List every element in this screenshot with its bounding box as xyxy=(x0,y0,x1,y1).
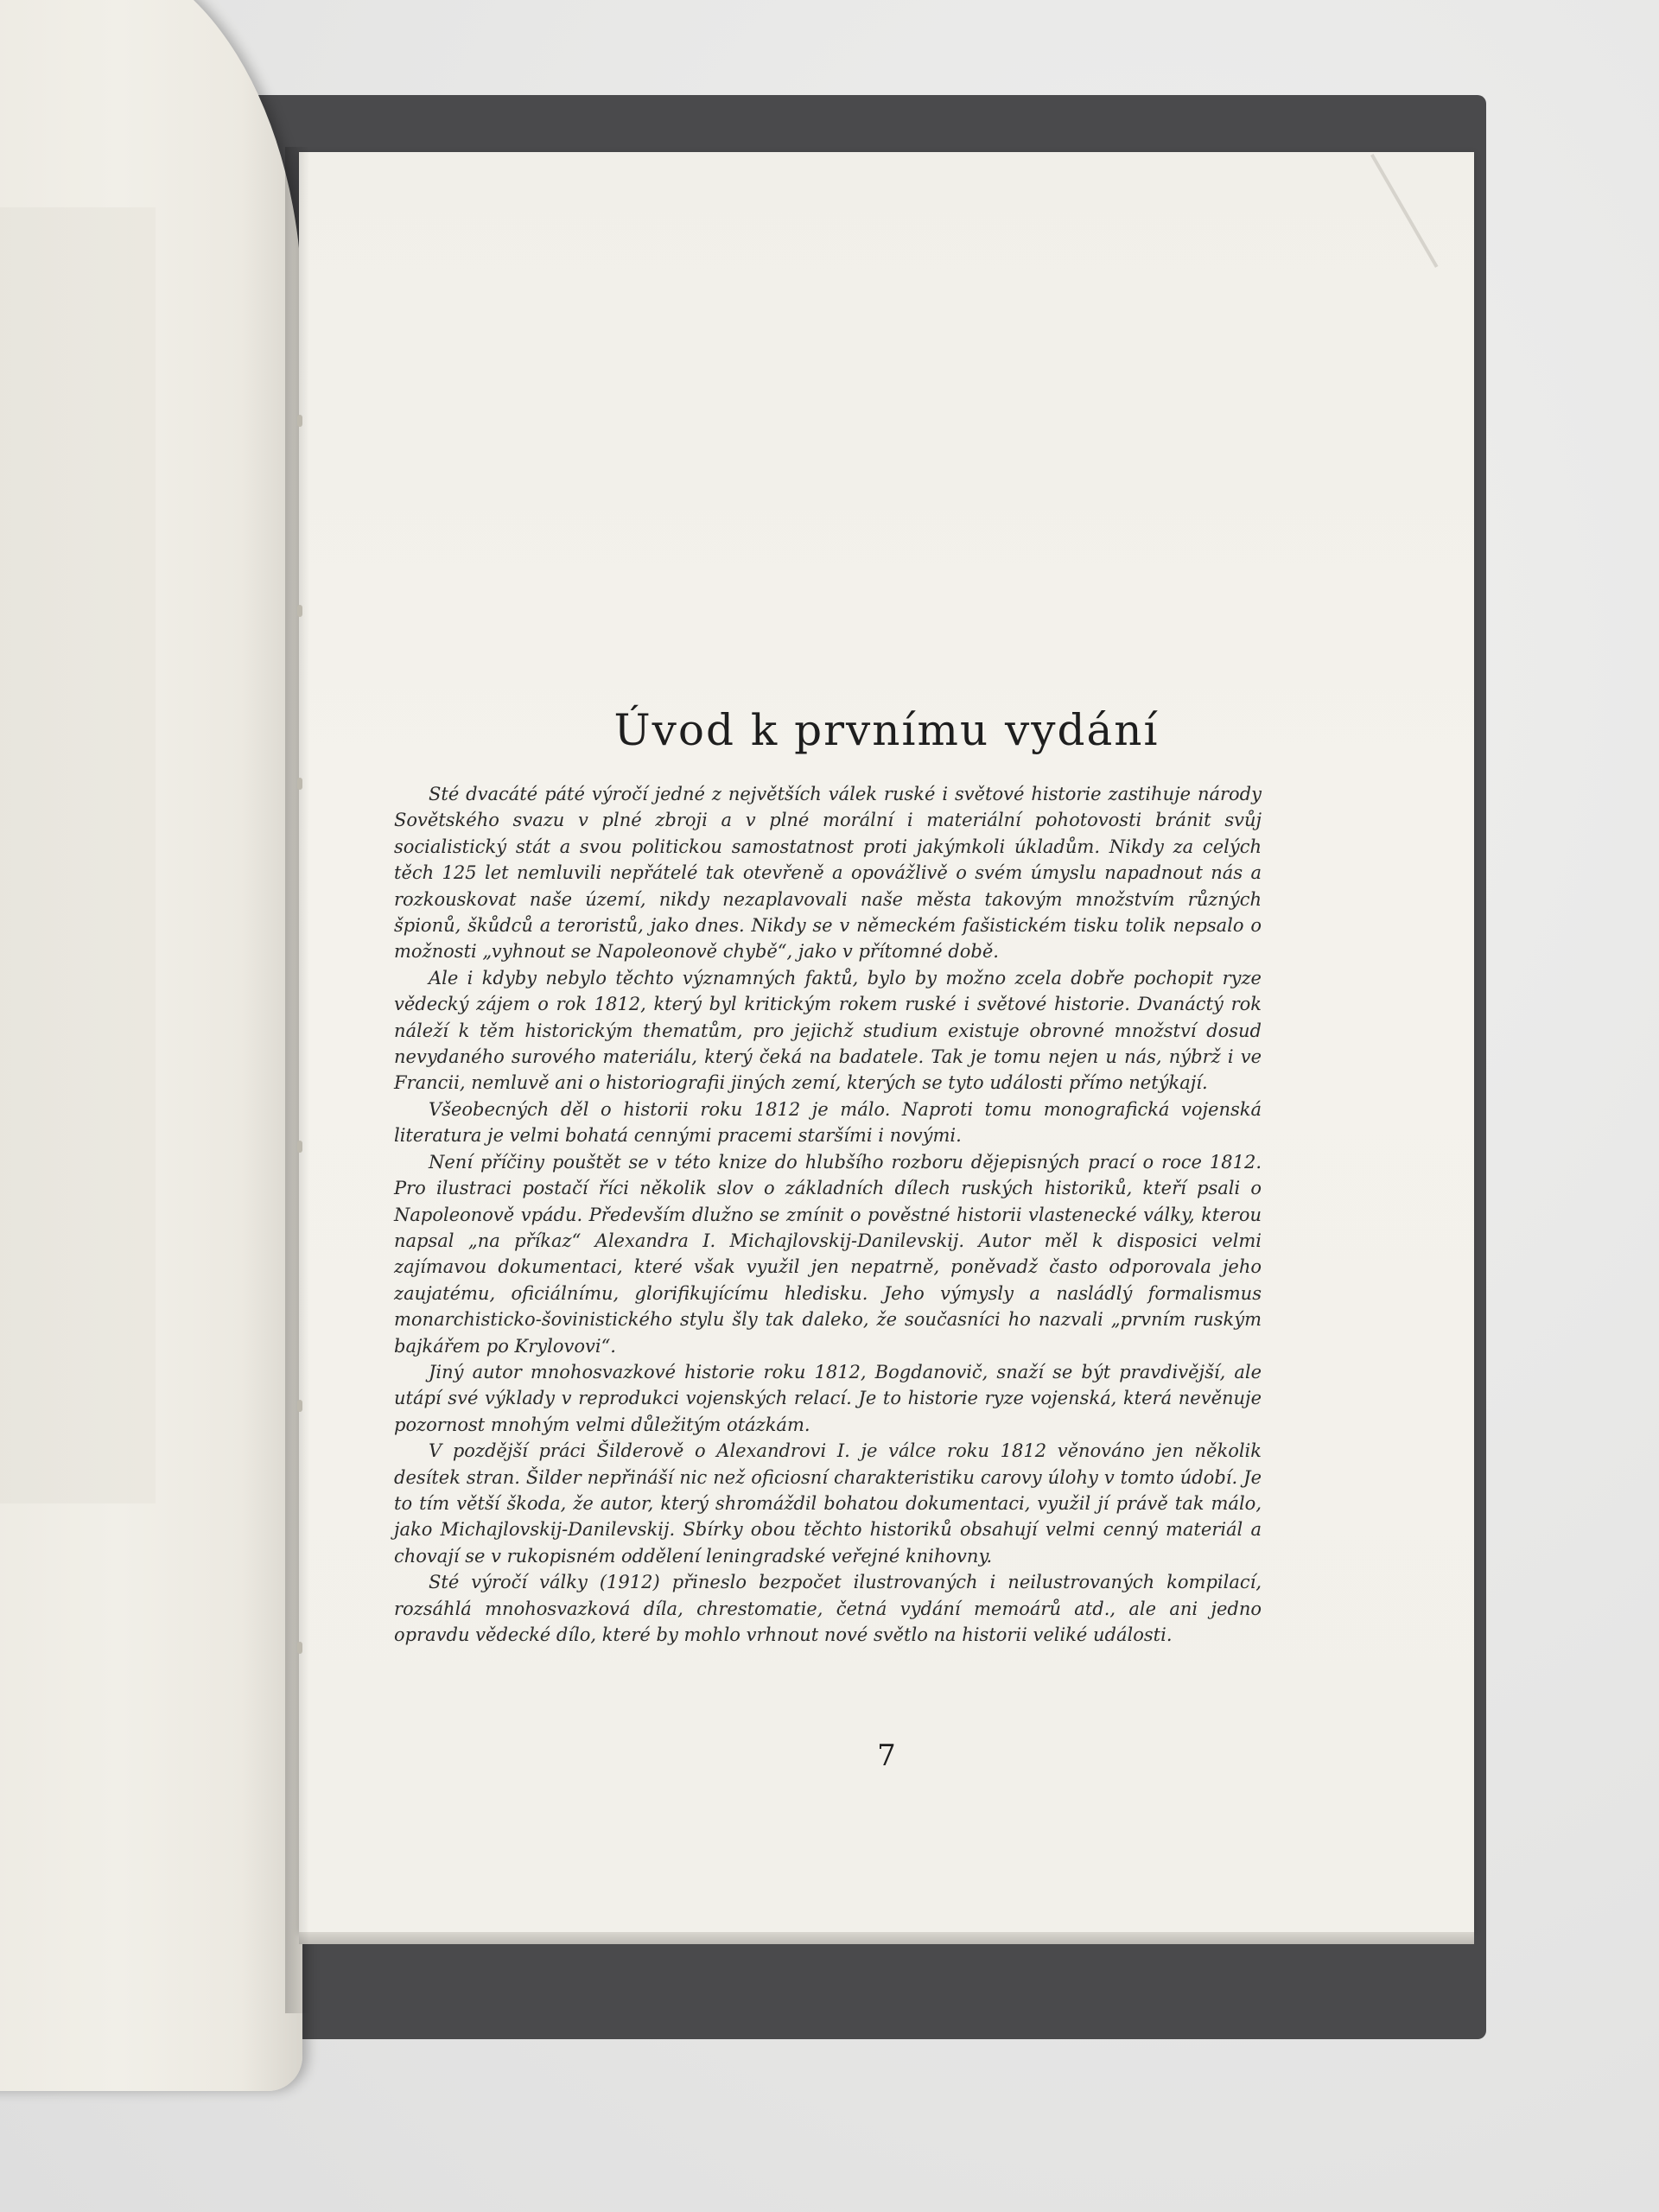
paragraph: V pozdější práci Šilderově o Alexandrovi I. je válce roku 1812 věnováno jen několik desítek stran. Šilder nepřináší nic než oficiosní charakteristiku carovy úlohy v tomto údobí. Je to tím větší škoda, že autor, který shromáždil bohatou dokumentaci, využil jí právě tak málo, jako Michajlovskij-Danilevskij. Sbírky obou těchto historiků obsahují velmi cenný materiál a chovají se v rukopisném oddělení leningradské veřejné knihovny. xyxy=(394,1440,1262,1567)
paragraph: Sté dvacáté páté výročí jedné z největších válek ruské i světové historie zastihuje národy Sovětského svazu v plné zbroji a v plné morální i materiální pohotovosti bránit svůj socialistický stát a svou politickou samostatnost proti jakýmkoli úkladům. Nikdy za celých těch 125 let nemluvili nepřátelé tak otevřeně a opovážlivě o svém úmyslu napadnout nás a rozkouskovat naše území, nikdy nezaplavovali naše města takovým množstvím různých špionů, škůdců a teroristů, jako dnes. Nikdy se v německém fašistickém tisku tolik nepsalo o možnosti „vyhnout se Napoleonově chybě“, jako v přítomné době. xyxy=(394,784,1262,963)
right-page xyxy=(299,152,1474,1932)
chapter-title: Úvod k prvnímu vydání xyxy=(613,705,1160,755)
paragraph: Sté výročí války (1912) přineslo bezpočet ilustrovaných i neilustrovaných kompilací, rozsáhlá mnohosvazková díla, chrestomatie, četná vydání memoárů atd., ale ani jedno opravdu vědecké dílo, které by mohlo vrhnout nové světlo na historii veliké události. xyxy=(394,1572,1262,1645)
paragraph: Všeobecných děl o historii roku 1812 je málo. Naproti tomu monografická vojenská literatura je velmi bohatá cennými pracemi staršími i novými. xyxy=(394,1098,1262,1147)
gutter-shadow xyxy=(285,147,309,2013)
binding-stitch xyxy=(297,415,302,427)
binding-stitch xyxy=(297,1141,302,1153)
left-page xyxy=(0,0,302,2091)
body-text xyxy=(394,781,1262,1648)
paragraph: Jiný autor mnohosvazkové historie roku 1812, Bogdanovič, snaží se být pravdivější, ale utápí své výklady v reprodukci vojenských relací. Je to historie ryze vojenská, která nevěnuje pozornost mnohým velmi důležitým otázkám. xyxy=(394,1361,1262,1435)
binding-stitch xyxy=(297,605,302,617)
paragraph: Není příčiny pouštět se v této knize do hlubšího rozboru dějepisných prací o roce 1812. Pro ilustraci postačí říci několik slov o základních dílech ruských historiků, kteří psali o Napoleonově vpádu. Především dlužno se zmínit o pověstné historii vlastenecké války, kterou napsal „na příkaz“ Alexandra I. Michajlovskij-Danilevskij. Autor měl k disposici velmi zajímavou dokumentaci, které však využil jen nepatrně, poněvadž často odporovala jeho zaujatému, oficiálnímu, glorifikujícímu hledisku. Jeho výmysly a nasládlý formalismus monarchisticko-šovinistického stylu šly tak daleko, že současníci ho nazvali „prvním ruským bajkářem po Krylovovi“. xyxy=(394,1151,1262,1357)
binding-stitch xyxy=(297,778,302,790)
binding-stitch xyxy=(297,1642,302,1654)
page-number: 7 xyxy=(877,1738,896,1773)
paragraph: Ale i kdyby nebylo těchto významných faktů, bylo by možno zcela dobře pochopit ryze vědecký zájem o rok 1812, který byl kritickým rokem ruské i světové historie. Dvanáctý rok náleží k těm historickým thematům, pro jejichž studium existuje obrovné množství dosud nevydaného surového materiálu, který čeká na badatele. Tak je tomu nejen u nás, nýbrž i ve Francii, nemluvě ani o historiografii jiných zemí, kterých se tyto události přímo netýkají. xyxy=(394,967,1262,1094)
left-page-faded-illustration xyxy=(0,207,156,1503)
binding-stitch xyxy=(297,1400,302,1412)
page-stack-edge xyxy=(299,1932,1474,1944)
